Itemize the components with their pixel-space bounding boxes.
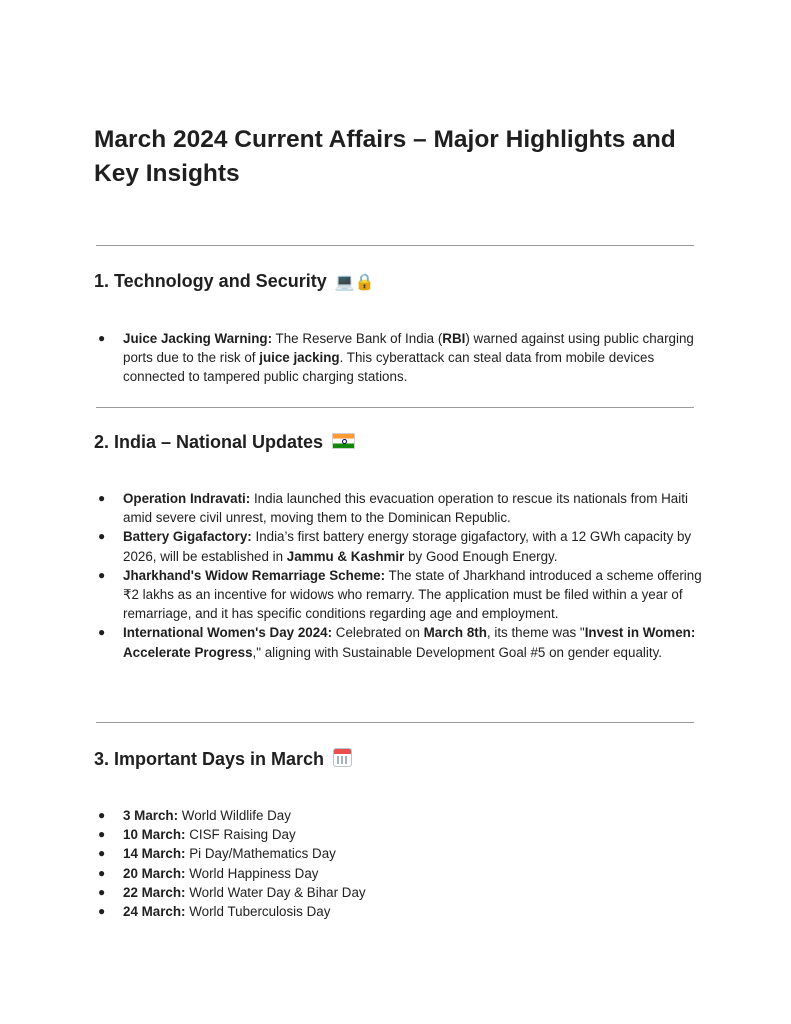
bullet-icon: ● <box>98 884 106 899</box>
divider <box>96 722 694 723</box>
item-text: World Tuberculosis Day <box>185 904 331 920</box>
calendar-icon <box>333 748 352 767</box>
item-text: CISF Raising Day <box>185 827 296 843</box>
item-text: by Good Enough Energy. <box>404 548 558 564</box>
list-item <box>94 902 704 921</box>
item-text: Pi Day/Mathematics Day <box>185 846 336 862</box>
item-text: ," aligning with Sustainable Development Goal #5 on gender equality. <box>252 644 662 660</box>
item-text: The state of Jharkhand introduced a scheme offering ₹2 lakhs as an incentive for widows who remarry. The application must be filed within a year of remarriage, and it has specific conditions regarding age and employment. <box>123 567 702 622</box>
item-label: Battery Gigafactory: <box>123 529 252 545</box>
item-text: Celebrated on <box>332 625 424 641</box>
list-item <box>94 825 704 844</box>
item-bold-text: RBI <box>442 331 466 346</box>
section-heading-text: 1. Technology and Security <box>94 271 327 291</box>
technology-list <box>94 329 704 387</box>
item-text: , its theme was " <box>486 625 585 641</box>
item-label: 14 March: <box>123 846 186 862</box>
item-text: . This cyberattack can steal data from mobile devices connected to tampered public charging stations. <box>123 350 655 385</box>
item-bold-text: Jammu & Kashmir <box>286 548 405 564</box>
item-text: World Water Day & Bihar Day <box>185 884 366 900</box>
bullet-icon: ● <box>98 808 106 822</box>
section-heading-india <box>94 429 355 455</box>
item-label: 20 March: <box>123 865 186 881</box>
bullet-icon: ● <box>98 827 106 842</box>
list-item <box>94 566 704 624</box>
list-item <box>94 844 704 863</box>
list-item <box>94 527 704 565</box>
item-bold-text: Invest in Women: Accelerate Progress <box>123 625 696 660</box>
item-text: World Wildlife Day <box>178 808 291 823</box>
bullet-icon: ● <box>98 331 106 345</box>
section-heading-technology <box>94 268 375 296</box>
item-text: ) warned against using public charging ports due to the risk of <box>123 331 694 366</box>
item-label: 24 March: <box>123 904 186 920</box>
bullet-icon: ● <box>98 529 106 544</box>
bullet-icon: ● <box>98 846 106 861</box>
bullet-icon: ● <box>98 904 106 919</box>
bullet-icon: ● <box>98 625 106 640</box>
item-text: India’s first battery energy storage gigafactory, with a 12 GWh capacity by 2026, will be established in <box>123 529 692 564</box>
divider <box>96 245 694 246</box>
bullet-icon: ● <box>98 865 106 880</box>
item-label: International Women's Day 2024: <box>123 625 333 641</box>
item-label: 10 March: <box>123 827 186 843</box>
list-item <box>94 623 704 661</box>
item-label: Jharkhand's Widow Remarriage Scheme: <box>123 567 386 583</box>
bullet-icon: ● <box>98 491 106 505</box>
important-days-list <box>94 806 704 921</box>
item-label: Operation Indravati: <box>123 491 251 506</box>
laptop-lock-icon: 💻🔒 <box>334 274 375 291</box>
page-title: March 2024 Current Affairs – Major Highlights and Key Insights <box>94 126 676 187</box>
bullet-icon: ● <box>98 567 106 582</box>
item-text: India launched this evacuation operation to rescue its nationals from Haiti amid severe civil unrest, moving them to the Dominican Republic. <box>123 491 688 526</box>
item-label: 3 March: <box>123 808 179 823</box>
item-text: The Reserve Bank of India ( <box>272 331 443 346</box>
section-heading-important-days <box>94 746 352 772</box>
list-item <box>94 489 704 527</box>
item-label: 22 March: <box>123 884 186 900</box>
item-bold-text: juice jacking <box>259 350 340 366</box>
item-label: Juice Jacking Warning: <box>123 331 273 346</box>
list-item <box>94 864 704 883</box>
list-item <box>94 806 704 825</box>
india-flag-icon <box>332 433 355 449</box>
item-text: World Happiness Day <box>185 865 319 881</box>
item-bold-text: March 8th <box>423 625 487 641</box>
section-heading-text: 2. India – National Updates <box>94 432 324 452</box>
list-item <box>94 329 704 387</box>
divider <box>96 407 694 408</box>
india-list <box>94 489 704 662</box>
section-heading-text: 3. Important Days in March <box>94 749 325 769</box>
list-item <box>94 883 704 902</box>
